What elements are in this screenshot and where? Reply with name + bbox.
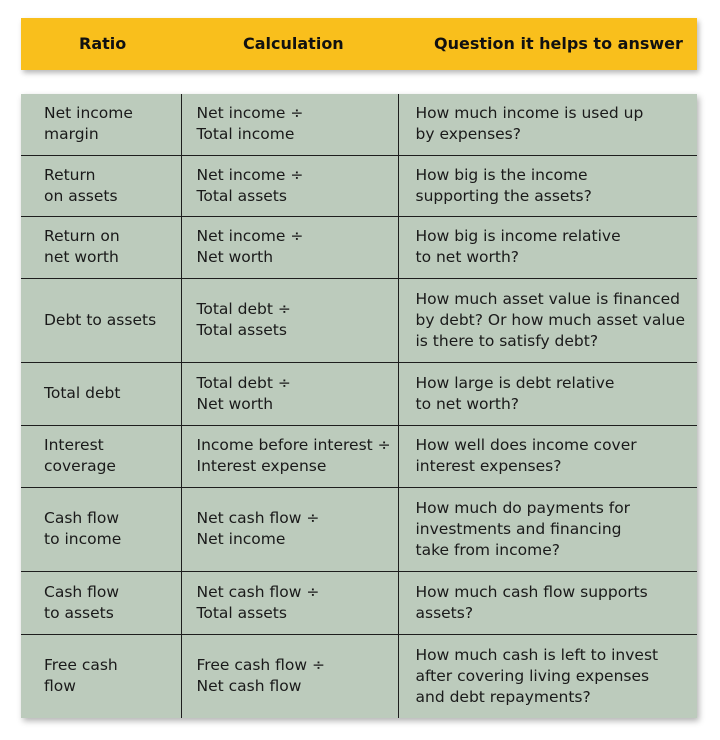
table-row	[21, 487, 697, 571]
header-calculation: Calculation	[243, 34, 344, 53]
calculation-cell: Net cash flow ÷ Net income	[181, 487, 398, 571]
question-cell: How much cash is left to invest after covering living expenses and debt repayments?	[398, 634, 697, 718]
ratio-cell: Return on assets	[21, 155, 181, 216]
table-row	[21, 278, 697, 362]
header-question: Question it helps to answer	[434, 34, 683, 53]
header-ratio: Ratio	[79, 34, 127, 53]
ratio-cell: Cash flow to income	[21, 487, 181, 571]
question-cell: How much cash flow supports assets?	[398, 571, 697, 634]
calculation-cell: Income before interest ÷ Interest expense	[181, 425, 398, 487]
ratio-cell: Return on net worth	[21, 216, 181, 278]
calculation-cell: Net income ÷ Total assets	[181, 155, 398, 216]
calculation-cell: Total debt ÷ Total assets	[181, 278, 398, 362]
question-cell: How much income is used up by expenses?	[398, 94, 697, 155]
table-row	[21, 634, 697, 718]
question-cell: How much asset value is financed by debt? Or how much asset value is there to satisfy debt?	[398, 278, 697, 362]
ratio-cell: Total debt	[21, 362, 181, 425]
calculation-cell: Net cash flow ÷ Total assets	[181, 571, 398, 634]
ratio-cell: Cash flow to assets	[21, 571, 181, 634]
ratio-table	[21, 94, 697, 718]
ratio-cell: Net income margin	[44, 104, 133, 144]
ratio-cell: Interest coverage	[21, 425, 181, 487]
question-cell: How big is the income supporting the assets?	[398, 155, 697, 216]
table-row	[21, 362, 697, 425]
ratio-cell: Free cash flow	[21, 634, 181, 718]
calculation-cell: Net income ÷ Net worth	[181, 216, 398, 278]
table-row	[21, 94, 697, 155]
table-row	[21, 155, 697, 216]
question-cell: How big is income relative to net worth?	[398, 216, 697, 278]
calculation-cell: Net income ÷ Total income	[181, 94, 398, 155]
table-row	[21, 216, 697, 278]
question-cell: How well does income cover interest expenses?	[398, 425, 697, 487]
question-cell: How much do payments for investments and financing take from income?	[398, 487, 697, 571]
calculation-cell: Free cash flow ÷ Net cash flow	[181, 634, 398, 718]
table-row	[21, 425, 697, 487]
table-header	[21, 18, 697, 70]
question-cell: How large is debt relative to net worth?	[398, 362, 697, 425]
calculation-cell: Total debt ÷ Net worth	[181, 362, 398, 425]
table-row	[21, 571, 697, 634]
ratio-cell: Debt to assets	[21, 278, 181, 362]
